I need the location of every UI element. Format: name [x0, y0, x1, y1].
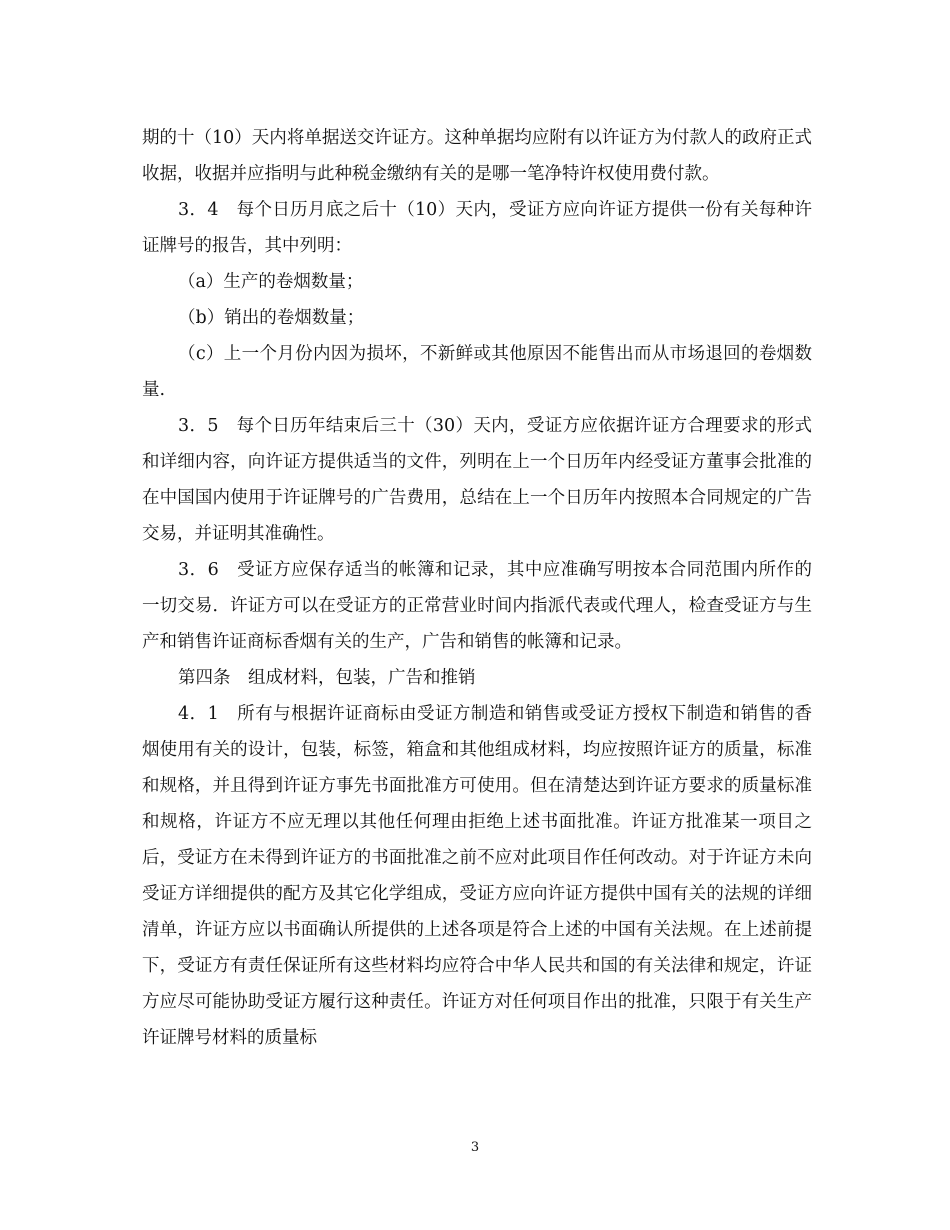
page-number: 3 — [470, 1140, 480, 1155]
paragraph-clause-4-1: 4．1 所有与根据许证商标由受证方制造和销售或受证方授权下制造和销售的香烟使用有关的设计，包装，标签，箱盒和其他组成材料，均应按照许证方的质量，标准和规格，并且得到许证方事先书面批准方可使用。但在清楚达到许证方要求的质量标准和规格，许证方不应无理以其他任何理由拒绝上述书面批准。许证方批准某一项目之后，受证方在未得到许证方的书面批准之前不应对此项目作任何改动。对于许证方未向受证方详细提供的配方及其它化学组成，受证方应向许证方提供中国有关的法规的详细清单，许证方应以书面确认所提供的上述各项是符合上述的中国有关法规。在上述前提下，受证方有责任保证所有这些材料均应符合中华人民共和国的有关法律和规定，许证方应尽可能协助受证方履行这种责任。许证方对任何项目作出的批准，只限于有关生产许证牌号材料的质量标 — [142, 704, 812, 1048]
paragraph-clause-3-5: 3．5 每个日历年结束后三十（30）天内，受证方应依据许证方合理要求的形式和详细内容，向许证方提供适当的文件，列明在上一个日历年内经受证方董事会批准的在中国国内使用于许证牌号的广告费用，总结在上一个日历年内按照本合同规定的广告交易，并证明其准确性。 — [142, 416, 812, 544]
paragraph-clause-3-6: 3．6 受证方应保存适当的帐簿和记录，其中应准确写明按本合同范围内所作的一切交易．许证方可以在受证方的正常营业时间内指派代表或代理人，检查受证方与生产和销售许证商标香烟有关的生产，广告和销售的帐簿和记录。 — [142, 560, 812, 652]
document-body — [142, 120, 812, 1056]
list-item-c: （c）上一个月份内因为损坏，不新鲜或其他原因不能售出而从市场退回的卷烟数量. — [142, 344, 812, 400]
list-item-b: （b）销出的卷烟数量； — [178, 308, 365, 328]
paragraph-continuation: 期的十（10）天内将单据送交许证方。这种单据均应附有以许证方为付款人的政府正式收据，收据并应指明与此种税金缴纳有关的是哪一笔净特许权使用费付款。 — [142, 128, 812, 184]
paragraph-clause-3-4: 3．4 每个日历月底之后十（10）天内，受证方应向许证方提供一份有关每种许证牌号的报告，其中列明： — [142, 200, 812, 256]
section-heading-article-4: 第四条 组成材料，包装，广告和推销 — [178, 668, 476, 688]
list-item-a: （a）生产的卷烟数量； — [178, 272, 364, 292]
